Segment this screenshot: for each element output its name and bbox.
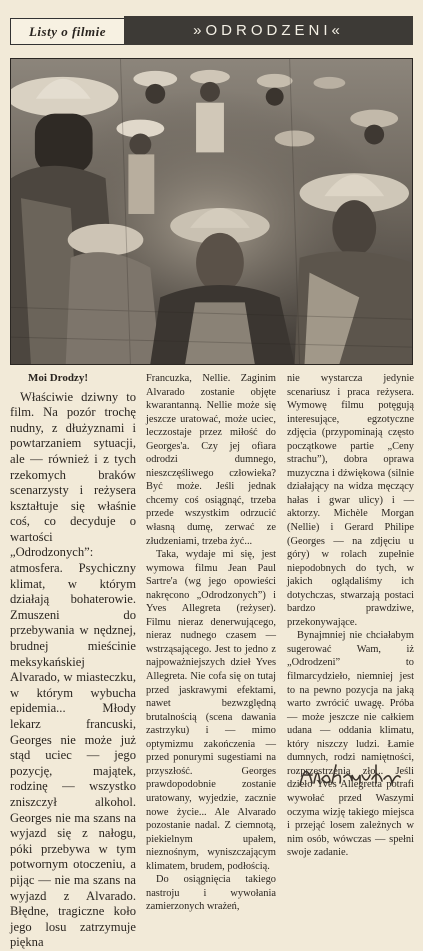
film-title: »ODRODZENI« — [193, 22, 344, 39]
letter-column-2 — [146, 372, 276, 914]
section-label: Listy o filmie — [28, 23, 107, 39]
signature — [296, 755, 406, 791]
film-title-banner — [124, 16, 413, 45]
letter-paragraph-1: Właściwie dziwny to film. Na pozór trochę nudny, z dłużyznami i powtarzaniem sytuacji, ale — również i z tych rzekomych braków scenarzysty i reżysera kształtuje się właśnie coś, co decyduje o wartości „Odrodzonych”: atmosfera. Psychiczny klimat, w którym działają bohaterowie. Zmuszeni do przebywania w nędznej, brudnej mieścinie meksykańskiej Alvarado, w miasteczku, w którym wybucha epidemia... Młody lekarz francuski, Georges nie może już stąd uciec — jego pozycję, majątek, rodzinę — wszystko zniszczył alkohol. Georges nie ma szans na wyjazd się z nałogu, póki przebywa w tym potwornym otoczeniu, a pijąc — nie ma szans na wyjazd z Alvarado. Błędne, tragiczne koło jego losu zatrzymuje piękna — [10, 389, 136, 950]
letter-paragraph-3: Taka, wydaje mi się, jest wymowa filmu Jean Paul Sartre'a (wg jego opowieści nakręcono „Odrodzonych”) i Yves Allegreta (reżyser). Filmu nieraz denerwującego, nieraz nudnego czasem — wstrząsającego. Jest to jedno z najpoważniejszych dzieł Yves Allegreta. Nie cofa się on tutaj przed jaskrawymi efektami, nawet bezwzględną brutalnością (scena dawania zastrzyku) i — mimo optymizmu zakończenia — przed ponurymi sugestiami na przyszłość. Georges prawdopodobnie zostanie uratowany, wyjedzie, zacznie nowe życie... Ale Alvarado pozostanie nadal. Z ciemnotą, piekielnym upałem, nieznośnym, wyniszczającym klimatem, brudem, podłością. — [146, 549, 276, 872]
letter-paragraph-5: nie wystarcza jedynie scenariusz i praca reżysera. Wymowę filmu potęgują interesujące, egzotyczne zdjęcia (przypominają często początkowe partie „Ceny strachu”), dobra oprawa muzyczna i dźwiękowa (silnie działający na widza męczący hałas i gwar ulicy) i — aktorzy. Michèle Morgan (Nellie) i Gerard Philipe (Georges — na zdjęciu u góry) w rolach zupełnie niepodobnych do tych, w jakich oglądaliśmy ich dotychczas, stwarzają postaci bardzo prawdziwe, przekonywające. — [287, 373, 414, 628]
film-still-photo — [10, 58, 413, 365]
letter-paragraph-2: Francuzka, Nellie. Zaginim Alvarado zostanie objęte kwarantanną. Nellie może się jeszcze uratować, może uciec, leczzostaje przez miłość do Georges'a. Czy jej ofiara odrodzi dumnego, nieszczęśliwego człowieka? Być może. Jeśli jednak chcemy coś osiągnąć, trzeba przede wszystkim odrzucić własną dumę, zerwać ze złudzeniami, trzeba żyć... — [146, 373, 276, 547]
letter-paragraph-6: Bynajmniej nie chciałabym sugerować Wam, iż „Odrodzeni” to filmarcydzieło, niemniej jest to na pewno pozycja na jaką warto zwrócić uwagę. Próba — może jeszcze nie całkiem udana — oddania klimatu, który niszczy ludzi. Łamie dumnych, rodzi namiętności, rozprzestrzenia zło... Jeśli dzieło Yves Allegretta potrafi wywołać przed Waszymi oczyma wizję takiego miejsca i przejąć losem zależnych w nim osób, wówczas — spełni swoje zadanie. — [287, 630, 414, 859]
page-header — [0, 0, 423, 58]
section-label-box — [10, 18, 125, 45]
letter-paragraph-4: Do osiągnięcia takiego nastroju i wywołania zamierzonych wrażeń, — [146, 874, 276, 913]
signature-handwriting — [296, 755, 406, 791]
letter-column-1 — [10, 372, 136, 951]
letter-greeting: Moi Drodzy! — [28, 372, 88, 384]
film-still-illustration — [11, 59, 412, 364]
